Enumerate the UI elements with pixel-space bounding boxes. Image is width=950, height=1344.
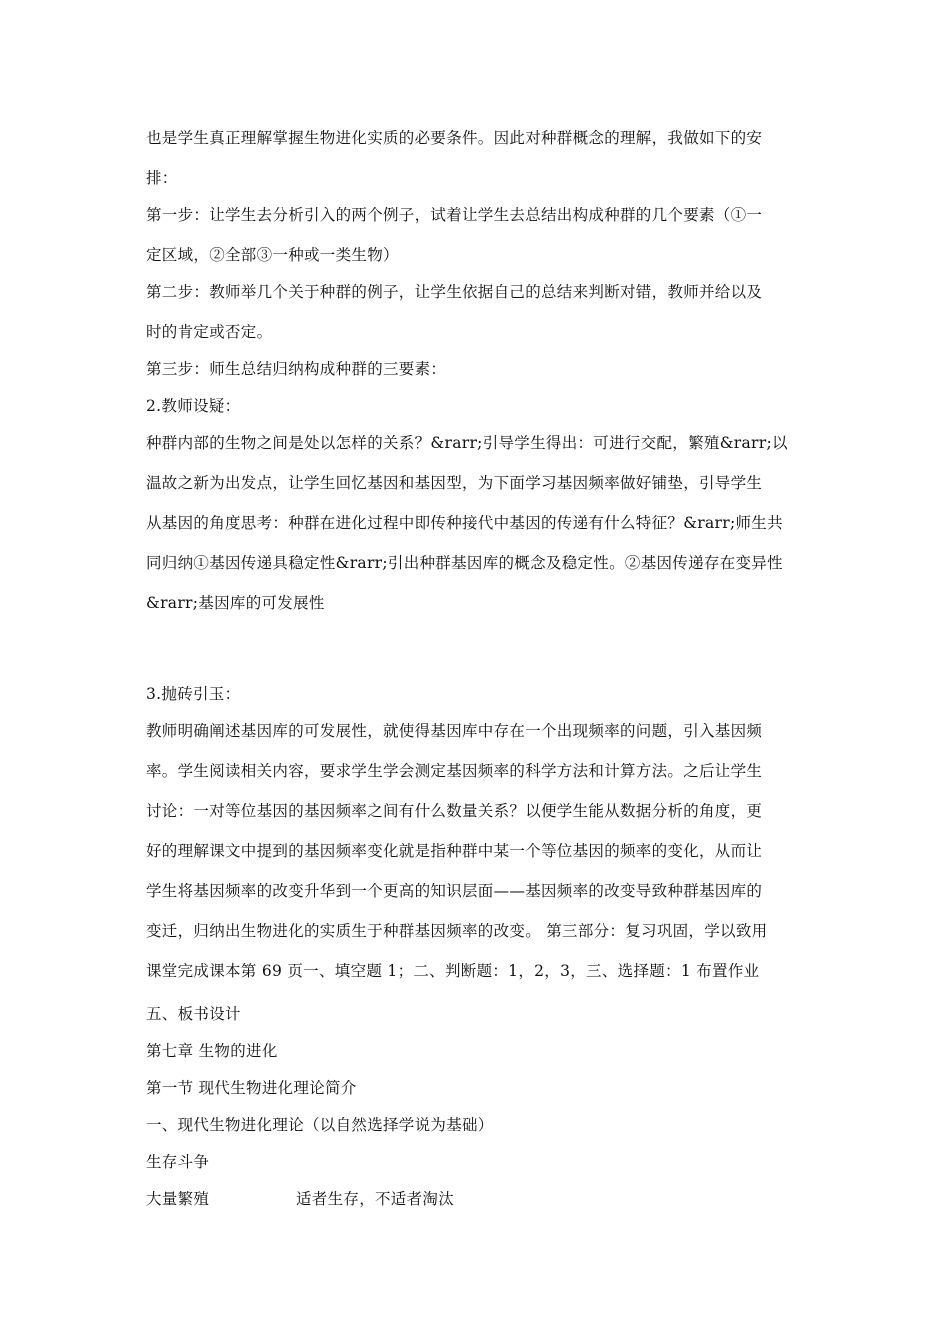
text-line: 同归纳①基因传递具稳定性&rarr;引出种群基因库的概念及稳定性。②基因传递存在变异性 bbox=[146, 554, 783, 572]
text-line: 时的肯定或否定。 bbox=[146, 323, 273, 341]
text-line: 变迁，归纳出生物进化的实质生于种群基因频率的改变。 第三部分：复习巩固，学以致用 bbox=[146, 922, 768, 940]
text-line: 生存斗争 bbox=[146, 1153, 210, 1171]
section-heading: 3.抛砖引玉： bbox=[146, 685, 241, 703]
subsection-title: 一、现代生物进化理论（以自然选择学说为基础） bbox=[146, 1116, 494, 1134]
text-line: 从基因的角度思考：种群在进化过程中即传种接代中基因的传递有什么特征？&rarr;师生共 bbox=[146, 514, 783, 532]
text-line: 第二步：教师举几个关于种群的例子，让学生依据自己的总结来判断对错，教师并给以及 bbox=[146, 283, 763, 301]
text-line: 定区域，②全部③一种或一类生物） bbox=[146, 246, 399, 264]
section-heading: 2.教师设疑： bbox=[146, 397, 241, 415]
text-line: 好的理解课文中提到的基因频率变化就是指种群中某一个等位基因的频率的变化，从而让 bbox=[146, 842, 763, 860]
text-line: 学生将基因频率的改变升华到一个更高的知识层面——基因频率的改变导致种群基因库的 bbox=[146, 882, 763, 900]
text-line: 种群内部的生物之间是处以怎样的关系？&rarr;引导学生得出：可进行交配，繁殖&rarr;以 bbox=[146, 434, 788, 452]
text-line: &rarr;基因库的可发展性 bbox=[146, 594, 325, 612]
text-line: 大量繁殖 bbox=[146, 1190, 210, 1208]
text-line: 温故之新为出发点，让学生回忆基因和基因型，为下面学习基因频率做好铺垫，引导学生 bbox=[146, 474, 763, 492]
text-line: 也是学生真正理解掌握生物进化实质的必要条件。因此对种群概念的理解，我做如下的安 bbox=[146, 129, 763, 147]
text-line: 适者生存，不适者淘汰 bbox=[296, 1190, 455, 1208]
text-line: 教师明确阐述基因库的可发展性，就使得基因库中存在一个出现频率的问题，引入基因频 bbox=[146, 722, 763, 740]
chapter-title: 第七章 生物的进化 bbox=[146, 1042, 278, 1060]
section-heading: 五、板书设计 bbox=[146, 1005, 241, 1023]
text-line: 第三步：师生总结归纳构成种群的三要素： bbox=[146, 360, 447, 378]
text-line: 率。学生阅读相关内容，要求学生学会测定基因频率的科学方法和计算方法。之后让学生 bbox=[146, 762, 763, 780]
text-line: 课堂完成课本第 69 页一、填空题 1；二、判断题：1，2，3，三、选择题：1 布置作业 bbox=[146, 962, 760, 980]
text-line: 排： bbox=[146, 169, 178, 187]
section-title: 第一节 现代生物进化理论简介 bbox=[146, 1079, 357, 1097]
text-line: 第一步：让学生去分析引入的两个例子，试着让学生去总结出构成种群的几个要素（①一 bbox=[146, 206, 763, 224]
text-line: 讨论：一对等位基因的基因频率之间有什么数量关系？以便学生能从数据分析的角度，更 bbox=[146, 802, 763, 820]
